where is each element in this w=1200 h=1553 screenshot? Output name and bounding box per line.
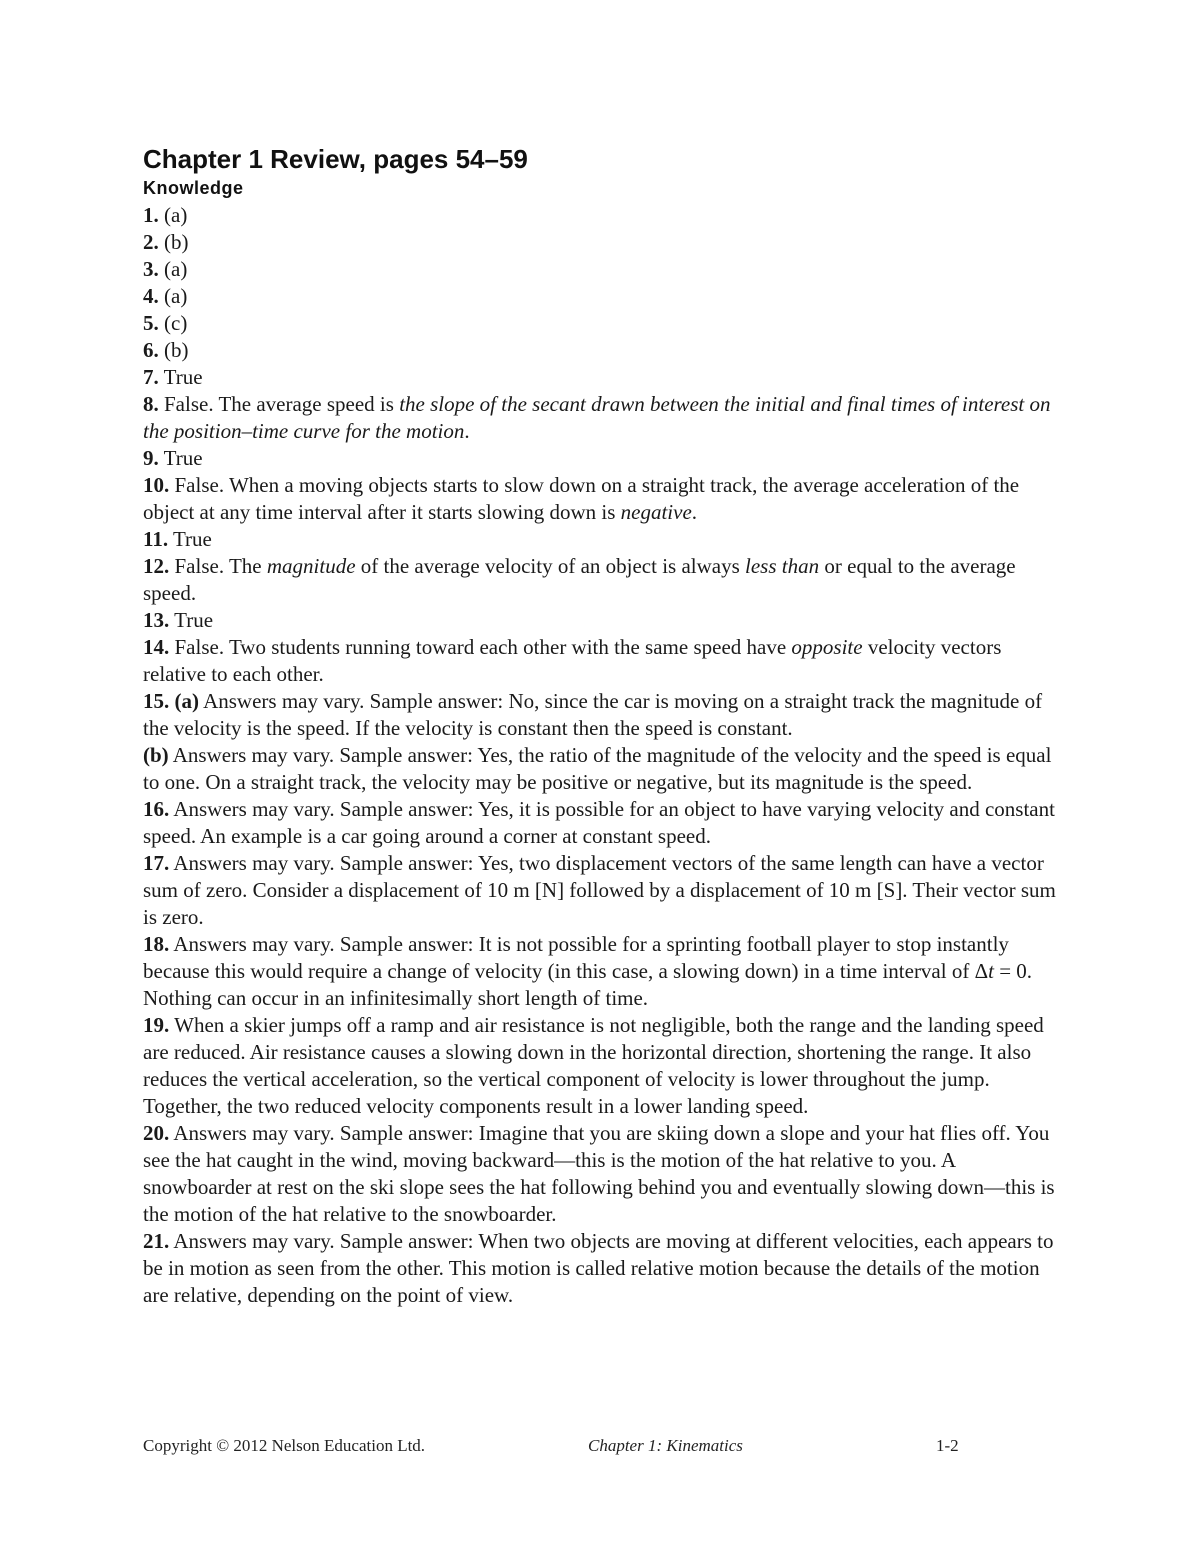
answer-number: 11. xyxy=(143,527,169,551)
answer-item xyxy=(143,634,1068,688)
footer-copyright: Copyright © 2012 Nelson Education Ltd. xyxy=(143,1436,426,1455)
answer-number: 2. xyxy=(143,230,159,254)
answer-item xyxy=(143,553,1068,607)
answer-text: less than xyxy=(745,554,820,578)
page-title: Chapter 1 Review, pages 54–59 xyxy=(143,144,528,174)
answer-item xyxy=(143,1120,1068,1228)
answer-item xyxy=(143,796,1068,850)
answer-number: 7. xyxy=(143,365,159,389)
answer-text: (a) xyxy=(158,284,188,308)
answer-number: 20. xyxy=(143,1121,170,1145)
answer-item xyxy=(143,472,1068,526)
answer-text: (b) xyxy=(143,743,169,767)
answer-number: 4. xyxy=(143,284,159,308)
answer-text: True xyxy=(168,527,212,551)
answer-item xyxy=(143,742,1068,796)
answer-number: 14. xyxy=(143,635,170,659)
answer-number: 15. xyxy=(143,689,170,713)
answer-text: False. When a moving objects starts to slow down on a straight track, the average acceleration of the object at any time interval after it starts slowing down is xyxy=(143,473,1020,524)
answer-number: 8. xyxy=(143,392,159,416)
answer-text: False. The average speed is xyxy=(158,392,400,416)
answer-item xyxy=(143,1228,1068,1309)
footer-page-number: 1-2 xyxy=(936,1436,959,1455)
answer-text: or equal to the average speed. xyxy=(143,554,1016,605)
answer-item xyxy=(143,364,1068,391)
answer-text: True xyxy=(158,365,203,389)
answer-text: Answers may vary. Sample answer: Yes, it is possible for an object to have varying velocity and constant speed. An example is a car going around a corner at constant speed. xyxy=(143,797,1055,848)
section-heading: Knowledge xyxy=(143,178,244,198)
answer-item xyxy=(143,229,1068,256)
answer-text: True xyxy=(169,608,214,632)
answer-item xyxy=(143,256,1068,283)
answer-text: Answers may vary. Sample answer: Yes, two displacement vectors of the same length can have a vector sum of zero. Consider a displacement of 10 m [N] followed by a displacement of 10 m [S]. Their vector sum is zero. xyxy=(143,851,1056,929)
answer-text: t xyxy=(988,959,994,983)
answer-number: 9. xyxy=(143,446,159,470)
answer-item xyxy=(143,202,1068,229)
answer-item xyxy=(143,1012,1068,1120)
answer-text: (b) xyxy=(158,338,189,362)
answer-number: 1. xyxy=(143,203,159,227)
answer-number: 12. xyxy=(143,554,170,578)
answer-item xyxy=(143,607,1068,634)
answer-number: 16. xyxy=(143,797,170,821)
answer-text: (a) xyxy=(158,257,188,281)
answer-text: (c) xyxy=(158,311,188,335)
answer-item xyxy=(143,526,1068,553)
answer-text: Answers may vary. Sample answer: Yes, the ratio of the magnitude of the velocity and the speed is equal to one. On a straight track, the velocity may be positive or negative, but its magnitude is the speed. xyxy=(143,743,1052,794)
answer-text: opposite xyxy=(791,635,863,659)
answer-text: Answers may vary. Sample answer: No, since the car is moving on a straight track the magnitude of the velocity is the speed. If the velocity is constant then the speed is constant. xyxy=(143,689,1043,740)
answer-text: (a) xyxy=(158,203,188,227)
answer-number: 6. xyxy=(143,338,159,362)
answer-item xyxy=(143,931,1068,1012)
answer-item xyxy=(143,337,1068,364)
answer-text: magnitude xyxy=(266,554,356,578)
answer-text: = 0. Nothing can occur in an infinitesimally short length of time. xyxy=(143,959,1033,1010)
answer-text: negative xyxy=(620,500,692,524)
answer-text: of the average velocity of an object is always xyxy=(355,554,746,578)
answer-item xyxy=(143,850,1068,931)
answer-text: . xyxy=(464,419,470,443)
answer-item xyxy=(143,391,1068,445)
answer-text: False. The xyxy=(169,554,267,578)
page-content xyxy=(143,142,1068,1309)
answer-item xyxy=(143,283,1068,310)
answer-list xyxy=(143,202,1068,1309)
answer-text: the slope of the secant drawn between the initial and final times of interest on the position–time curve for the motion xyxy=(143,392,1051,443)
answer-text: False. Two students running toward each other with the same speed have xyxy=(169,635,792,659)
answer-text: True xyxy=(158,446,203,470)
answer-text: Answers may vary. Sample answer: It is not possible for a sprinting football player to stop instantly because this would require a change of velocity (in this case, a slowing down) in a time interval of Δ xyxy=(143,932,1009,983)
answer-number: 17. xyxy=(143,851,170,875)
answer-number: 21. xyxy=(143,1229,170,1253)
answer-item xyxy=(143,688,1068,742)
answer-item xyxy=(143,310,1068,337)
answer-number: 19. xyxy=(143,1013,170,1037)
answer-text: (a) xyxy=(169,689,199,713)
footer-chapter: Chapter 1: Kinematics xyxy=(588,1436,743,1455)
answer-text: Answers may vary. Sample answer: When two objects are moving at different velocities, each appears to be in motion as seen from the other. This motion is called relative motion because the details of the motion are relative, depending on the point of view. xyxy=(143,1229,1054,1307)
answer-number: 5. xyxy=(143,311,159,335)
answer-number: 13. xyxy=(143,608,170,632)
answer-number: 10. xyxy=(143,473,170,497)
answer-text: . xyxy=(691,500,698,524)
page-footer xyxy=(0,1436,1200,1460)
answer-item xyxy=(143,445,1068,472)
answer-number: 18. xyxy=(143,932,170,956)
answer-number: 3. xyxy=(143,257,159,281)
answer-text: (b) xyxy=(158,230,189,254)
answer-text: When a skier jumps off a ramp and air resistance is not negligible, both the range and the landing speed are reduced. Air resistance causes a slowing down in the horizontal direction, shortening the range. It also reduces the vertical acceleration, so the vertical component of velocity is lower throughout the jump. Together, the two reduced velocity components result in a lower landing speed. xyxy=(143,1013,1044,1118)
answer-text: velocity vectors relative to each other. xyxy=(143,635,1002,686)
answer-text: Answers may vary. Sample answer: Imagine that you are skiing down a slope and your hat flies off. You see the hat caught in the wind, moving backward—this is the motion of the hat relative to you. A snowboarder at rest on the ski slope sees the hat following behind you and eventually slowing down—this is the motion of the hat relative to the snowboarder. xyxy=(143,1121,1055,1226)
